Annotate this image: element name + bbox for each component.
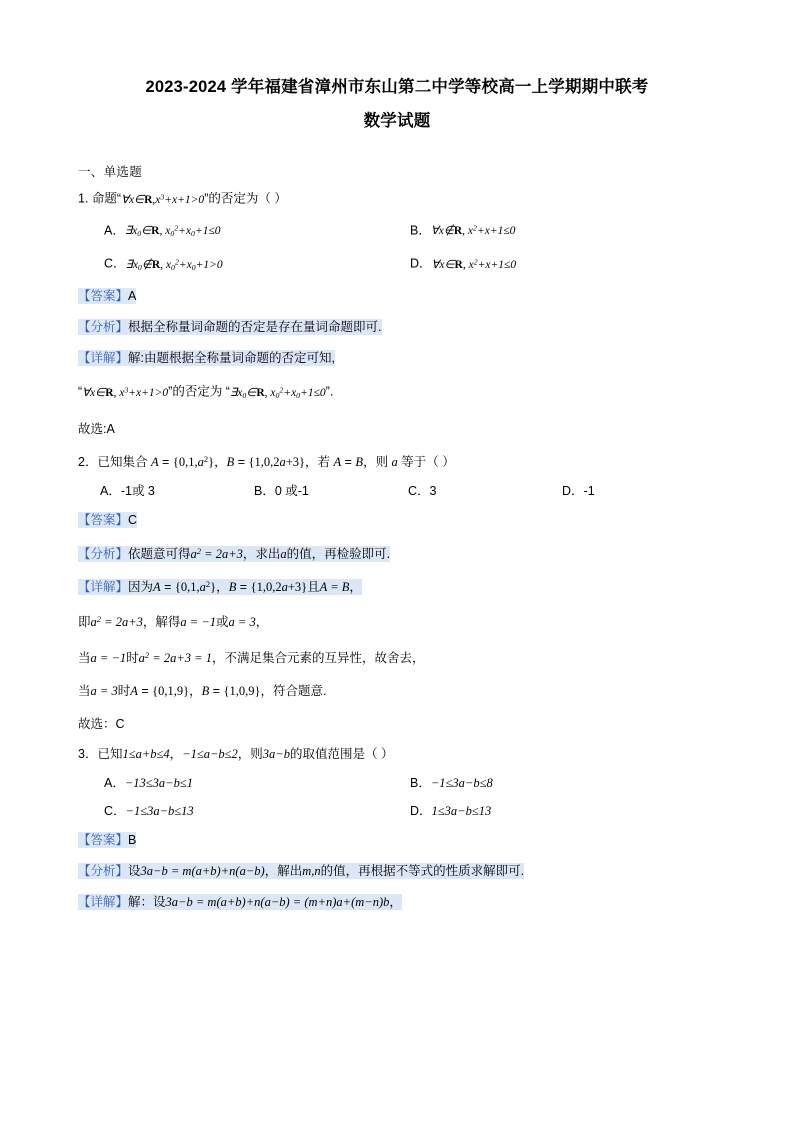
section-heading: 一、单选题 [78,165,143,179]
q3-detail-pre: 解：设 [128,894,166,909]
detail-label: 【详解】 [78,894,129,909]
question-1-detail [78,346,716,370]
answer-label: 【答案】 [78,512,129,527]
question-1-stem-prefix: 1. 命题“ [78,191,122,206]
question-2-options [78,481,716,501]
question-1-option-a[interactable]: A．$\exists x_0\in R$, $x_0^2+x_0+1\le 0$ [104,223,221,238]
question-2-line1: 即$a^2 = 2a+3$，解得a = −1或a = 3， [78,614,269,630]
answer-label: 【答案】 [78,289,129,304]
q3-analysis-post: 的值，再根据不等式的性质求解即可. [320,863,525,878]
question-1-stem-suffix: ”的否定为（ ） [204,191,287,206]
question-1-analysis [78,315,716,339]
page-title [78,70,716,138]
q3-analysis-mid: ，解出 [264,863,303,878]
question-2-analysis [78,539,716,566]
question-3-options-2 [78,801,716,821]
question-1-choose: 故选:A [78,421,115,436]
question-3-detail-text: 解：设3a−b = m(a+b)+n(a−b) = (m+n)a+(m−n)b， [128,894,402,909]
question-2-choose: 故选：C [78,716,125,731]
question-1-option-d[interactable]: D．∀x∈R, $x^2+x+1\le 0$ [410,256,517,271]
question-3-analysis [78,859,716,883]
question-3-option-c[interactable]: C．−1≤3a−b≤13 [104,803,194,818]
question-1-options-2 [78,252,716,277]
page-title-line2: 数学试题 [363,112,431,130]
q1-detail2-post: ”. [325,384,334,399]
question-2-option-a[interactable]: A．-1或 3 [100,483,155,498]
question-2-option-c[interactable]: C．3 [408,483,437,498]
detail-label: 【详解】 [78,580,129,595]
question-2-answer-value: C [128,512,138,527]
question-2-analysis-text: 依题意可得$a^2 = 2a+3$，求出a的值，再检验即可. [128,545,391,561]
question-2-detail-text: 因为$A = \{0,1,a^2\}$，B = {1,0,2a+3}且A = B， [128,579,362,595]
question-1-stem-math: $\forall x\in R,x^3+x+1>0$ [121,192,205,206]
q1-detail2-math1: ∀x∈R, $x^3+x+1>0$ [82,385,169,399]
question-3-option-d[interactable]: D．1≤3a−b≤13 [410,803,492,818]
question-1-answer-value: A [128,289,137,304]
question-2-line2: 当a = −1时$a^2 = 2a+3 = 1$，不满足集合元素的互异性，故舍去， [78,650,425,665]
page-title-line1: 2023-2024 学年福建省漳州市东山第二中学等校高一上学期期中联考 [145,78,649,96]
question-2-option-d[interactable]: D．-1 [562,483,595,498]
question-1-option-c[interactable]: C．$\exists x_0\notin R$, $x_0^2+x_0+1>0$ [104,256,223,272]
q3-detail-post: ， [389,894,402,909]
question-3-answer [78,828,716,852]
question-3-detail [78,890,716,914]
question-3-stem: 3．已知1≤a+b≤4，−1≤a−b≤2，则3a−b的取值范围是（ ） [78,746,394,761]
question-1-options [78,219,716,244]
question-3-option-a[interactable]: A．−13≤3a−b≤1 [104,775,193,790]
q3-analysis-pre: 设 [128,863,141,878]
question-3-analysis-text: 设3a−b = m(a+b)+n(a−b)，解出m,n的值，再根据不等式的性质求解即可. [128,863,525,878]
question-1-detail-text: 解:由题根据全称量词命题的否定可知, [128,351,335,366]
question-1-stem [78,186,716,211]
question-2-stem: 2．已知集合 $A = \{0,1,a^2\}$，B = {1,0,2a+3}，若 A = B，则 a 等于（ ） [78,453,455,469]
analysis-label: 【分析】 [78,863,129,878]
question-1-analysis-text: 根据全称量词命题的否定是存在量词命题即可. [128,320,382,335]
question-2-option-b[interactable]: B．0 或-1 [254,483,309,498]
question-1-option-b[interactable]: B．∀x∉R, $x^2+x+1\le 0$ [410,223,516,238]
q1-detail2-pre: “ [78,384,83,399]
question-1-answer [78,284,716,308]
question-3-option-b[interactable]: B．−1≤3a−b≤8 [410,775,493,790]
analysis-label: 【分析】 [78,546,129,561]
question-2-detail [78,573,716,600]
question-3-options [78,773,716,793]
question-1-detail-line2 [78,377,716,408]
detail-label: 【详解】 [78,351,129,366]
analysis-label: 【分析】 [78,320,129,335]
q1-detail2-mid: ”的否定为 “ [168,384,230,399]
q1-detail2-math2: $\exists x_0\in R$, $x_0^2+x_0+1\le 0$ [229,385,326,400]
question-2-answer [78,508,716,532]
answer-label: 【答案】 [78,832,129,847]
question-3-answer-value: B [128,832,137,847]
question-2-line3: 当a = 3时A = {0,1,9}，B = {1,0,9}，符合题意. [78,683,327,698]
